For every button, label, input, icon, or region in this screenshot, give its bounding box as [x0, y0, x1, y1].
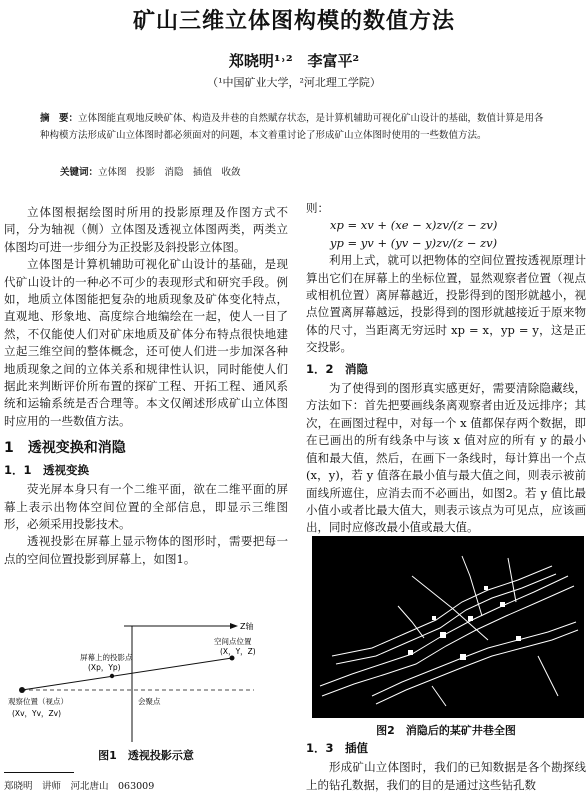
- formula-yp: yp = yv + (yv − y)zv/(z − zv): [330, 235, 498, 250]
- figure-perspective-projection: [4, 612, 288, 762]
- paragraph: 透视投影在屏幕上显示物体的图形时，需要把每一点的空间位置投影到屏幕上，如图1。: [4, 534, 288, 566]
- paragraph: 利用上式，就可以把物体的空间位置按透视原理计算出它们在屏幕上的坐标位置，显然观察者位置（视点或相机位置）离屏幕越近，投影得到的图形就越小，视点位置离屏幕越远，投影得到的图形就越接近于原来物体的尺寸，当距离无穷远时 xp = x，yp = y，这是正交投影。: [306, 253, 586, 355]
- screen-point-coords: (Xp，Yp): [88, 663, 121, 672]
- paragraph: 则：: [306, 201, 329, 215]
- figure1-caption: 图1 透视投影示意: [98, 749, 194, 762]
- z-axis-arrow: [230, 623, 238, 629]
- page-title: 矿山三维立体图构模的数值方法: [132, 8, 455, 34]
- viewpoint-dot: [19, 687, 25, 693]
- paragraph: 立体图根据绘图时所用的投影原理及作图方式不同，分为轴视（侧）立体图及透视立体图两类，两类立体图均可进一步细分为正投影及斜投影立体图。: [4, 205, 288, 254]
- projection-ray: [22, 658, 232, 690]
- formula-xp: xp = xv + (xe − x)zv/(z − zv): [330, 218, 498, 233]
- paragraph: 荧光屏本身只有一个二维平面，欲在二维平面的屏幕上表示出物体空间位置的全部信息，即显示三维图形，必须采用投影技术。: [4, 482, 288, 531]
- subsection-heading: 1．3 插值: [306, 741, 369, 755]
- figure2-caption: 图2 消隐后的某矿井巷全图: [376, 724, 516, 737]
- abstract: [40, 110, 550, 144]
- keywords-text: 立体图 投影 消隐 插值 收敛: [98, 167, 241, 178]
- z-axis-label: Z轴: [240, 622, 254, 631]
- abstract-label: 摘 要：: [40, 113, 79, 124]
- space-point-label: 空间点位置: [214, 637, 252, 646]
- vanish-point-label: 会聚点: [138, 697, 161, 706]
- subsection-heading: 1．1 透视变换: [4, 462, 90, 477]
- abstract-text: 立体图能直观地反映矿体、构造及井巷的自然赋存状态，是计算机辅助可视化矿山设计的基础，数值计算是用各种构模方法形成矿山立体图时都必须面对的问题，本文着重讨论了形成矿山立体图时使用的一些数值方法。: [40, 113, 544, 141]
- left-column: [4, 204, 288, 568]
- paragraph: 立体图是计算机辅助可视化矿山设计的基础，是现代矿山设计的一种必不可少的表现形式和研究手段。例如，地质立体图能把复杂的地质现象及矿体变化特点，直观地、形象地、高度综合地编绘在一起，使人一目了然，不仅能使人们对矿床地质及矿体分布特点很快地建立起三维空间的整体概念，还可使人们进一步加深各种地质现象之间的立体关系和规律性认识，同时能使人们据此来判断评价所布置的探矿工程、开拓工程、通风系统和运输系统是否合理等。本文仅阐述形成矿山立体图时应用的一些数值方法。: [4, 257, 288, 428]
- paragraph: 形成矿山立体图时，我们的已知数据是各个勘探线上的钻孔数据，我们的目的是通过这些钻孔数: [306, 760, 586, 792]
- section-heading: 1 透视变换和消隐: [4, 440, 126, 457]
- keywords-label: 关键词：: [60, 167, 99, 178]
- observer-coords: (Xv，Yv，Zv): [12, 709, 62, 718]
- observer-label: 观察位置（视点）: [8, 697, 68, 706]
- affiliation: （¹中国矿业大学，²河北理工学院）: [207, 76, 381, 89]
- author-footnote: 郑晓明 讲师 河北唐山 063009: [4, 781, 155, 792]
- space-point-coords: (X，Y，Z): [220, 647, 256, 656]
- footer-rule: [4, 772, 74, 773]
- screen-point-label: 屏幕上的投影点: [80, 653, 133, 662]
- space-point-dot: [230, 656, 235, 661]
- subsection-heading: 1．2 消隐: [306, 361, 369, 376]
- authors: 郑晓明¹˒² 李富平²: [228, 52, 360, 70]
- keywords: [60, 164, 550, 178]
- figure-mine-tunnels: [312, 536, 584, 718]
- right-column-bottom: [306, 740, 586, 794]
- right-column: [306, 200, 586, 537]
- paragraph: 为了使得到的图形真实感更好，需要清除隐藏线，方法如下：首先把要画线条离观察者由近及远排序；其次，在画图过程中，对每一个 x 值都保存两个数据，即在已画出的所有线条中与该 x 值对应的所有 y 的最小值和最大值，然后，在画下一条线时，每计算出一个点(x，y)，若 y 值落在最小值与最大值之间，则表示被前面线所遮住，应消去而不必画出，如图2。若 y 值比最小值小或者比最大值大，则表示该点为可见点，应该画出，同时应修改最小值或最大值。: [306, 381, 586, 535]
- projected-point-dot: [110, 674, 114, 678]
- figure2-background: [312, 536, 584, 718]
